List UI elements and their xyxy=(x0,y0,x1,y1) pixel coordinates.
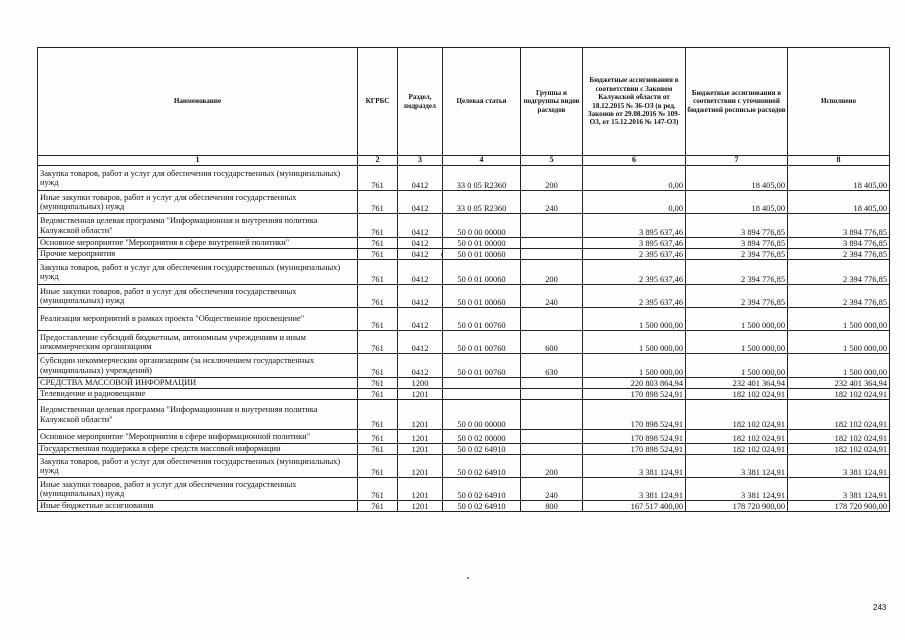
row-kgrbs: 761 xyxy=(358,455,398,478)
row-target: 50 0 02 00000 xyxy=(443,430,521,444)
row-assign-law: 1 500 000,00 xyxy=(583,308,686,331)
row-name: Государственная поддержка в сфере средств массовой информации xyxy=(38,444,358,455)
row-kgrbs: 761 xyxy=(358,260,398,285)
row-kgrbs: 761 xyxy=(358,478,398,501)
row-group xyxy=(521,249,583,260)
row-target: 33 0 05 R2360 xyxy=(443,191,521,214)
row-section: 0412 xyxy=(398,285,443,308)
row-target: 50 0 01 00000 xyxy=(443,238,521,249)
row-assign-law: 3 381 124,91 xyxy=(583,478,686,501)
page-number: 243 xyxy=(873,603,887,612)
row-assign-refined: 232 401 364,94 xyxy=(686,378,788,389)
row-executed: 182 102 024,91 xyxy=(788,389,890,400)
row-group: 200 xyxy=(521,260,583,285)
row-assign-refined: 182 102 024,91 xyxy=(686,389,788,400)
row-name: Реализация мероприятий в рамках проекта "Общественное просвещение" xyxy=(38,308,358,331)
row-kgrbs: 761 xyxy=(358,444,398,455)
row-section: 0412 xyxy=(398,191,443,214)
row-name: Телевидение и радиовещание xyxy=(38,389,358,400)
row-assign-refined: 1 500 000,00 xyxy=(686,308,788,331)
row-name: Ведомственная целевая программа "Информационная и внутренняя политика Калужской области" xyxy=(38,214,358,238)
column-number: 7 xyxy=(686,156,788,166)
row-kgrbs: 761 xyxy=(358,331,398,354)
row-assign-law: 167 517 400,00 xyxy=(583,501,686,512)
row-executed: 18 405,00 xyxy=(788,191,890,214)
row-assign-law: 0,00 xyxy=(583,191,686,214)
row-target: 50 0 00 00000 xyxy=(443,214,521,238)
row-assign-refined: 178 720 900,00 xyxy=(686,501,788,512)
row-assign-refined: 2 394 776,85 xyxy=(686,285,788,308)
row-kgrbs: 761 xyxy=(358,501,398,512)
row-executed: 18 405,00 xyxy=(788,166,890,191)
row-section: 1201 xyxy=(398,501,443,512)
row-executed: 182 102 024,91 xyxy=(788,430,890,444)
row-group: 200 xyxy=(521,166,583,191)
scan-speck xyxy=(467,577,469,579)
row-assign-law: 3 381 124,91 xyxy=(583,455,686,478)
row-assign-law: 0,00 xyxy=(583,166,686,191)
row-executed: 1 500 000,00 xyxy=(788,308,890,331)
table-row xyxy=(38,249,890,260)
row-assign-law: 170 898 524,91 xyxy=(583,400,686,430)
table-row xyxy=(38,444,890,455)
row-section: 1201 xyxy=(398,400,443,430)
row-section: 0412 xyxy=(398,214,443,238)
column-number-row xyxy=(38,156,890,166)
table-row xyxy=(38,166,890,191)
table-row xyxy=(38,285,890,308)
row-assign-refined: 3 894 776,85 xyxy=(686,214,788,238)
row-executed: 2 394 776,85 xyxy=(788,260,890,285)
row-group xyxy=(521,430,583,444)
row-executed: 3 894 776,85 xyxy=(788,214,890,238)
row-assign-law: 220 803 864,94 xyxy=(583,378,686,389)
row-target: 50 0 02 64910 xyxy=(443,478,521,501)
row-target: 33 0 05 R2360 xyxy=(443,166,521,191)
table-row xyxy=(38,214,890,238)
row-assign-law: 1 500 000,00 xyxy=(583,331,686,354)
row-section: 1201 xyxy=(398,455,443,478)
row-kgrbs: 761 xyxy=(358,354,398,378)
row-assign-refined: 3 894 776,85 xyxy=(686,238,788,249)
row-executed: 232 401 364,94 xyxy=(788,378,890,389)
row-assign-refined: 2 394 776,85 xyxy=(686,260,788,285)
header-target: Целевая статья xyxy=(443,48,521,156)
row-group xyxy=(521,308,583,331)
table-row xyxy=(38,400,890,430)
row-assign-refined: 182 102 024,91 xyxy=(686,430,788,444)
row-assign-refined: 182 102 024,91 xyxy=(686,444,788,455)
row-assign-refined: 2 394 776,85 xyxy=(686,249,788,260)
scan-speck xyxy=(441,253,442,256)
row-group: 630 xyxy=(521,354,583,378)
row-executed: 178 720 900,00 xyxy=(788,501,890,512)
row-executed: 2 394 776,85 xyxy=(788,249,890,260)
row-name: Закупка товаров, работ и услуг для обеспечения государственных (муниципальных) нужд xyxy=(38,455,358,478)
header-assign-refined: Бюджетные ассигнования в соответствии с уточненной бюджетной росписью расходов xyxy=(686,48,788,156)
row-kgrbs: 761 xyxy=(358,249,398,260)
column-number: 8 xyxy=(788,156,890,166)
row-assign-refined: 18 405,00 xyxy=(686,191,788,214)
row-name: Основное мероприятие "Мероприятия в сфере внутренней политики" xyxy=(38,238,358,249)
column-number: 6 xyxy=(583,156,686,166)
row-section: 1201 xyxy=(398,444,443,455)
row-section: 1201 xyxy=(398,389,443,400)
table-row xyxy=(38,378,890,389)
table-row xyxy=(38,354,890,378)
row-name: Иные закупки товаров, работ и услуг для обеспечения государственных (муниципальных) нужд xyxy=(38,191,358,214)
row-name: Иные закупки товаров, работ и услуг для обеспечения государственных (муниципальных) нужд xyxy=(38,285,358,308)
row-section: 1201 xyxy=(398,478,443,501)
row-assign-refined: 182 102 024,91 xyxy=(686,400,788,430)
row-executed: 182 102 024,91 xyxy=(788,444,890,455)
row-section: 0412 xyxy=(398,238,443,249)
row-kgrbs: 761 xyxy=(358,166,398,191)
table-row xyxy=(38,455,890,478)
row-name: Закупка товаров, работ и услуг для обеспечения государственных (муниципальных) нужд xyxy=(38,260,358,285)
column-number: 2 xyxy=(358,156,398,166)
row-name: Основное мероприятие "Мероприятия в сфере информационной политики" xyxy=(38,430,358,444)
row-assign-law: 2 395 637,46 xyxy=(583,285,686,308)
row-assign-refined: 3 381 124,91 xyxy=(686,455,788,478)
header-kgrbs: КГРБС xyxy=(358,48,398,156)
budget-table xyxy=(37,47,890,512)
row-section: 1201 xyxy=(398,430,443,444)
row-target: 50 0 01 00760 xyxy=(443,354,521,378)
row-kgrbs: 761 xyxy=(358,214,398,238)
column-number: 1 xyxy=(38,156,358,166)
row-assign-refined: 18 405,00 xyxy=(686,166,788,191)
row-group: 240 xyxy=(521,191,583,214)
row-name: Прочие мероприятия xyxy=(38,249,358,260)
table-row xyxy=(38,308,890,331)
row-executed: 3 381 124,91 xyxy=(788,455,890,478)
row-group: 240 xyxy=(521,285,583,308)
row-target: 50 0 02 64910 xyxy=(443,501,521,512)
header-assign-law: Бюджетные ассигнования в соответствии с Законом Калужской области от 18.12.2015 № 36-ОЗ (в ред. Законов от 29.08.2016 № 109-ОЗ, от 15.12.2016 № 147-ОЗ) xyxy=(583,48,686,156)
row-executed: 182 102 024,91 xyxy=(788,400,890,430)
table-row xyxy=(38,260,890,285)
row-kgrbs: 761 xyxy=(358,285,398,308)
row-executed: 1 500 000,00 xyxy=(788,354,890,378)
row-name: Иные закупки товаров, работ и услуг для обеспечения государственных (муниципальных) нужд xyxy=(38,478,358,501)
table-row xyxy=(38,331,890,354)
row-assign-law: 3 895 637,46 xyxy=(583,214,686,238)
row-assign-refined: 1 500 000,00 xyxy=(686,354,788,378)
header-section: Раздел, подраздел xyxy=(398,48,443,156)
row-assign-law: 2 395 637,46 xyxy=(583,249,686,260)
row-target: 50 0 02 64910 xyxy=(443,444,521,455)
row-kgrbs: 761 xyxy=(358,308,398,331)
header-executed: Исполнено xyxy=(788,48,890,156)
row-assign-law: 3 895 637,46 xyxy=(583,238,686,249)
header-row xyxy=(38,48,890,156)
row-name: Закупка товаров, работ и услуг для обеспечения государственных (муниципальных) нужд xyxy=(38,166,358,191)
row-group xyxy=(521,378,583,389)
row-executed: 1 500 000,00 xyxy=(788,331,890,354)
row-target: 50 0 00 00000 xyxy=(443,400,521,430)
row-group xyxy=(521,238,583,249)
row-name: Субсидии некоммерческим организациям (за исключением государственных (муниципальных) учреждений) xyxy=(38,354,358,378)
row-kgrbs: 761 xyxy=(358,389,398,400)
table-row xyxy=(38,430,890,444)
column-number: 4 xyxy=(443,156,521,166)
row-kgrbs: 761 xyxy=(358,378,398,389)
row-assign-law: 170 898 524,91 xyxy=(583,430,686,444)
row-target: 50 0 01 00760 xyxy=(443,308,521,331)
row-kgrbs: 761 xyxy=(358,238,398,249)
table-row xyxy=(38,389,890,400)
row-section: 0412 xyxy=(398,249,443,260)
row-group xyxy=(521,444,583,455)
row-section: 0412 xyxy=(398,308,443,331)
row-section: 0412 xyxy=(398,260,443,285)
row-kgrbs: 761 xyxy=(358,191,398,214)
row-target: 50 0 01 00060 xyxy=(443,249,521,260)
row-group: 600 xyxy=(521,331,583,354)
row-group: 800 xyxy=(521,501,583,512)
row-assign-refined: 3 381 124,91 xyxy=(686,478,788,501)
row-assign-law: 170 898 524,91 xyxy=(583,444,686,455)
row-assign-law: 2 395 637,46 xyxy=(583,260,686,285)
row-group xyxy=(521,214,583,238)
row-section: 0412 xyxy=(398,166,443,191)
row-target: 50 0 01 00060 xyxy=(443,285,521,308)
table-row xyxy=(38,501,890,512)
row-executed: 3 381 124,91 xyxy=(788,478,890,501)
row-executed: 3 894 776,85 xyxy=(788,238,890,249)
table-body xyxy=(38,166,890,512)
header-groups: Группы и подгруппы видов расходов xyxy=(521,48,583,156)
column-number: 5 xyxy=(521,156,583,166)
row-assign-law: 170 898 524,91 xyxy=(583,389,686,400)
row-section: 1200 xyxy=(398,378,443,389)
row-group xyxy=(521,389,583,400)
row-name: Предоставление субсидий бюджетным, автономным учреждениям и иным некоммерческим организациям xyxy=(38,331,358,354)
header-name: Наименование xyxy=(38,48,358,156)
table-row xyxy=(38,191,890,214)
row-executed: 2 394 776,85 xyxy=(788,285,890,308)
row-name: СРЕДСТВА МАССОВОЙ ИНФОРМАЦИИ xyxy=(38,378,358,389)
row-group: 240 xyxy=(521,478,583,501)
table-row xyxy=(38,478,890,501)
row-group xyxy=(521,400,583,430)
row-target: 50 0 01 00760 xyxy=(443,331,521,354)
row-target: 50 0 01 00060 xyxy=(443,260,521,285)
row-section: 0412 xyxy=(398,354,443,378)
row-target xyxy=(443,378,521,389)
row-name: Ведомственная целевая программа "Информационная и внутренняя политика Калужской области" xyxy=(38,400,358,430)
column-number: 3 xyxy=(398,156,443,166)
row-target xyxy=(443,389,521,400)
row-group: 200 xyxy=(521,455,583,478)
row-section: 0412 xyxy=(398,331,443,354)
row-assign-refined: 1 500 000,00 xyxy=(686,331,788,354)
row-assign-law: 1 500 000,00 xyxy=(583,354,686,378)
row-kgrbs: 761 xyxy=(358,400,398,430)
row-target: 50 0 02 64910 xyxy=(443,455,521,478)
row-kgrbs: 761 xyxy=(358,430,398,444)
table-row xyxy=(38,238,890,249)
row-name: Иные бюджетные ассигнования xyxy=(38,501,358,512)
